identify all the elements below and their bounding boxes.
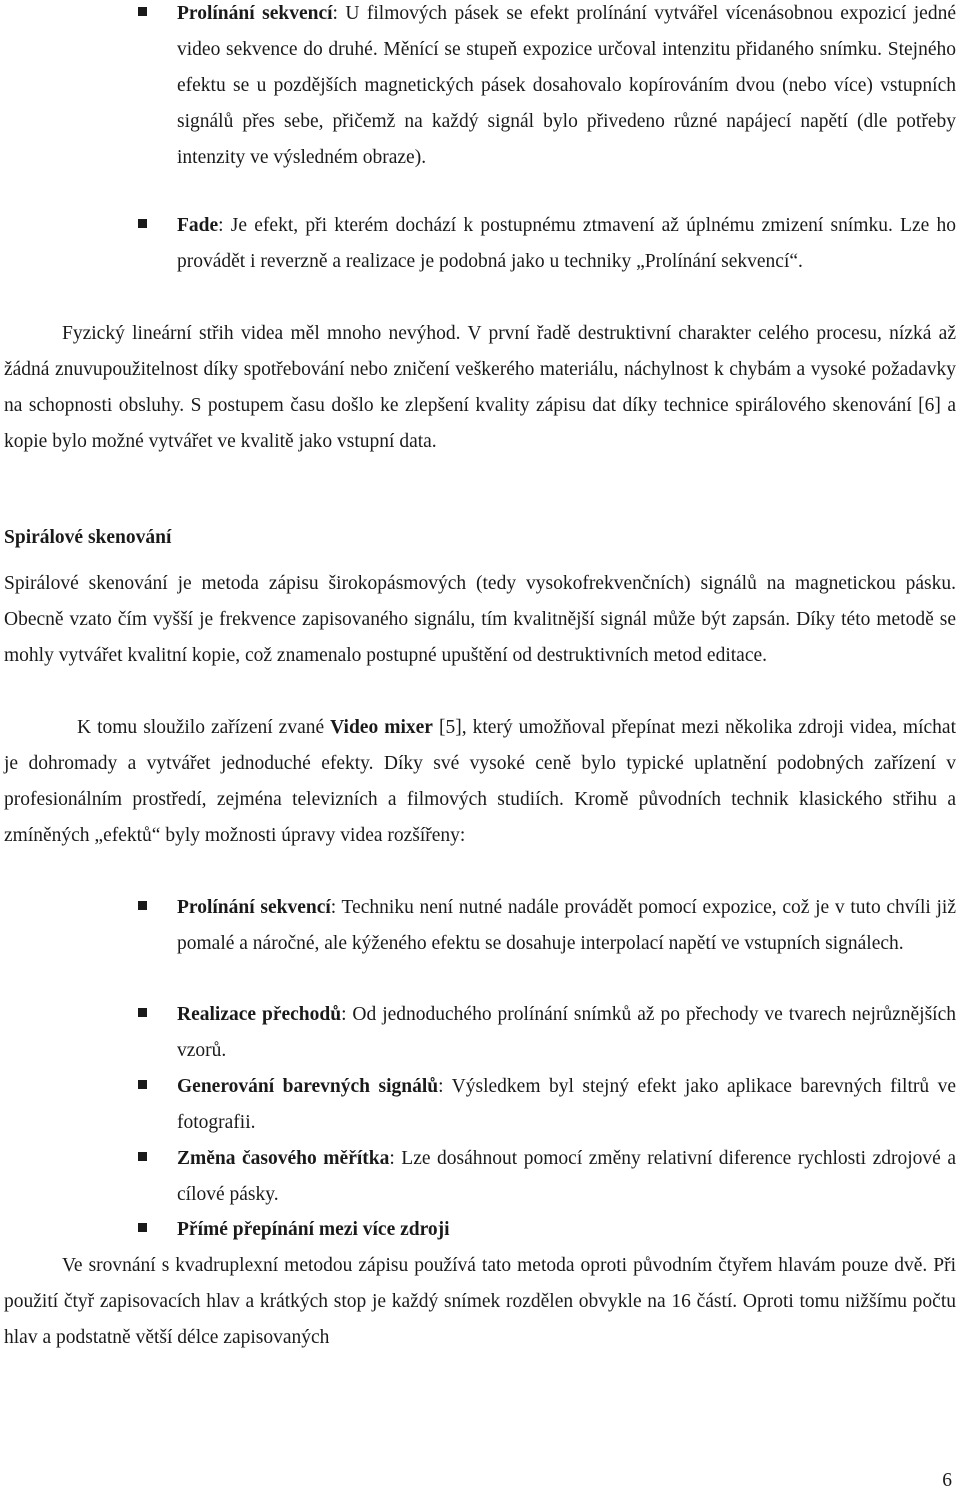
paragraph-text: Spirálové skenování je metoda zápisu širokopásmových (tedy vysokofrekvenčních) signálů na magnetickou pásku. Obecně vzato čím vyšší je frekvence zapisovaného signálu, tím kvalitnější signál může být zapsán. Díky této metodě se mohly vytvářet kvalitní kopie, což znamenalo postupné upuštění od destruktivních metod editace. (4, 573, 956, 666)
bullet-icon (138, 219, 147, 228)
list-item-text (177, 1212, 956, 1248)
list-item-text: Fade: Je efekt, při kterém dochází k postupnému ztmavení až úplnému zmizení snímku. Lze ho provádět i reverzně a realizace je podobná jako u techniky „Prolínání sekvencí“. (177, 215, 956, 272)
list-item-term: Prolínání sekvencí (177, 3, 333, 24)
list-item (138, 1141, 956, 1213)
list-item-term: Prolínání sekvencí (177, 897, 331, 918)
list-item-text: Prolínání sekvencí: U filmových pásek se efekt prolínání vytvářel vícenásobnou expozicí jedné video sekvence do druhé. Měnící se stupeň expozice určoval intenzitu přidaného snímku. Stejného efektu se u pozdějších magnetických pásek dosahovalo kopírováním dvou (nebo více) vstupních signálů přes sebe, přičemž na každý signál bylo přivedeno různé napájecí napětí (dle potřeby intenzity ve výsledném obraze). (177, 3, 956, 168)
list-item-text: Generování barevných signálů: Výsledkem byl stejný efekt jako aplikace barevných filtrů ve fotografii. (177, 1076, 956, 1133)
paragraph-text: K tomu sloužilo zařízení zvané Video mixer [5], který umožňoval přepínat mezi několika zdroji videa, míchat je dohromady a vytvářet jednoduché efekty. Díky své vysoké ceně bylo typické uplatnění podobných zařízení v profesionálním prostředí, zejména televizních a filmových studiích. Kromě původních technik klasického střihu a zmíněných „efektů“ byly možnosti úpravy videa rozšířeny: (4, 717, 956, 846)
section-heading: Spirálové skenování (4, 527, 172, 548)
bullet-icon (138, 1008, 147, 1017)
bullet-icon (138, 901, 147, 910)
page-number: 6 (942, 1470, 952, 1491)
list-item-text: Realizace přechodů: Od jednoduchého prolínání snímků až po přechody ve tvarech nejrůznějších vzorů. (177, 1004, 956, 1061)
list-item-term: Změna časového měřítka (177, 1148, 390, 1169)
paragraph (4, 710, 956, 854)
list-item (138, 997, 956, 1069)
list-item (138, 0, 956, 176)
paragraph (4, 316, 956, 460)
bullet-icon (138, 1152, 147, 1161)
bullet-icon (138, 1080, 147, 1089)
list-item (138, 1212, 956, 1248)
bold-term: Video mixer (330, 717, 433, 738)
list-item (138, 1069, 956, 1141)
list-item (138, 208, 956, 280)
list-item (138, 890, 956, 962)
list-item-term: Fade (177, 215, 219, 236)
paragraph-text: Ve srovnání s kvadruplexní metodou zápisu používá tato metoda oproti původním čtyřem hlavám pouze dvě. Při použití čtyř zapisovacích hlav a krátkých stop je každý snímek rozdělen obvykle na 16 částí. Oproti tomu nižšímu počtu hlav a podstatně větší délce zapisovaných (4, 1255, 956, 1348)
list-item-term: Přímé přepínání mezi více zdroji (177, 1219, 450, 1240)
bullet-icon (138, 7, 147, 16)
paragraph-text: Fyzický lineární střih videa měl mnoho nevýhod. V první řadě destruktivní charakter celého procesu, nízká až žádná znuvupoužitelnost díky spotřebování nebo zničení veškerého materiálu, náchylnost k chybám a vysoké požadavky na schopnosti obsluhy. S postupem času došlo ke zlepšení kvality zápisu dat díky technice spirálového skenování [6] a kopie bylo možné vytvářet ve kvalitě jako vstupní data. (4, 323, 956, 452)
bullet-icon (138, 1223, 147, 1232)
paragraph (4, 566, 956, 674)
paragraph (4, 1248, 956, 1356)
list-item-text: Prolínání sekvencí: Techniku není nutné nadále provádět pomocí expozice, což je v tuto chvíli již pomalé a náročné, ale kýženého efektu se dosahuje interpolací napětí ve vstupních signálech. (177, 897, 956, 954)
list-item-term: Generování barevných signálů (177, 1076, 439, 1097)
list-item-term: Realizace přechodů (177, 1004, 342, 1025)
list-item-text: Změna časového měřítka: Lze dosáhnout pomocí změny relativní diference rychlosti zdrojové a cílové pásky. (177, 1148, 956, 1205)
